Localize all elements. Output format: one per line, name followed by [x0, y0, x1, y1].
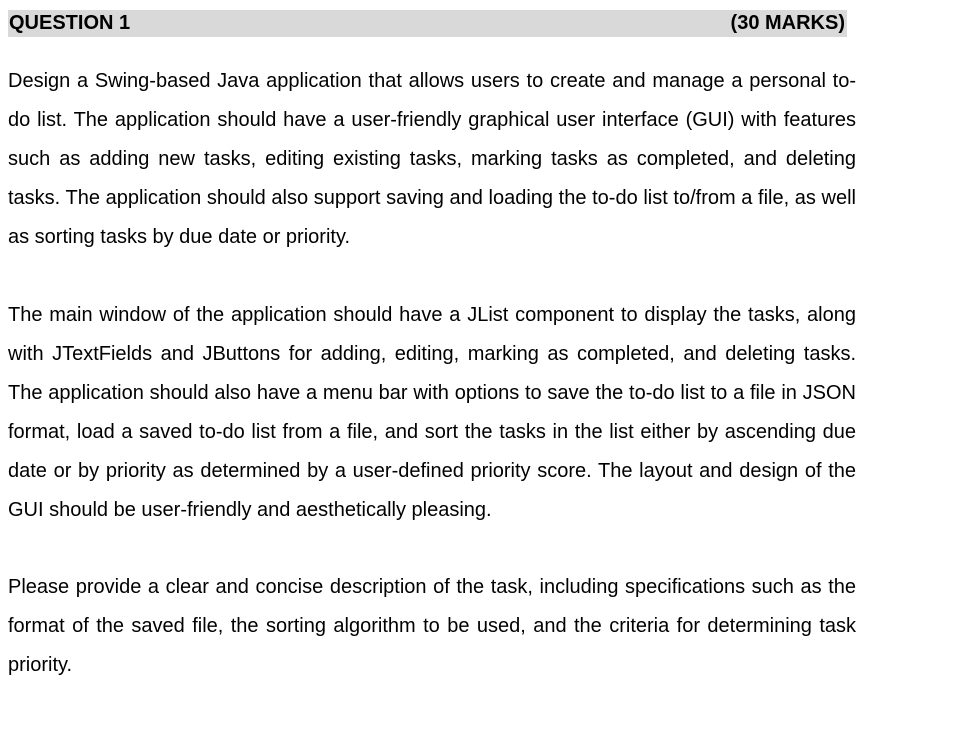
- paragraph-description-request: Please provide a clear and concise description of the task, including specifications such as the format of the saved file, the sorting algorithm to be used, and the criteria for determining task priority.: [8, 576, 856, 676]
- question-marks: (30 MARKS): [730, 12, 845, 34]
- question-title: QUESTION 1: [9, 12, 131, 34]
- paragraph-task-overview: Design a Swing-based Java application that allows users to create and manage a personal to-do list. The application should have a user-friendly graphical user interface (GUI) with features such as adding new tasks, editing existing tasks, marking tasks as completed, and deleting tasks. The application should also support saving and loading the to-do list to/from a file, as well as sorting tasks by due date or priority.: [8, 70, 856, 248]
- paragraph-main-window: The main window of the application should have a JList component to display the tasks, along with JTextFields and JButtons for adding, editing, marking as completed, and deleting tasks. The application should also have a menu bar with options to save the to-do list to a file in JSON format, load a saved to-do list from a file, and sort the tasks in the list either by ascending due date or by priority as determined by a user-defined priority score. The layout and design of the GUI should be user-friendly and aesthetically pleasing.: [8, 304, 856, 521]
- document-page: [8, 10, 856, 685]
- question-header: [8, 10, 847, 37]
